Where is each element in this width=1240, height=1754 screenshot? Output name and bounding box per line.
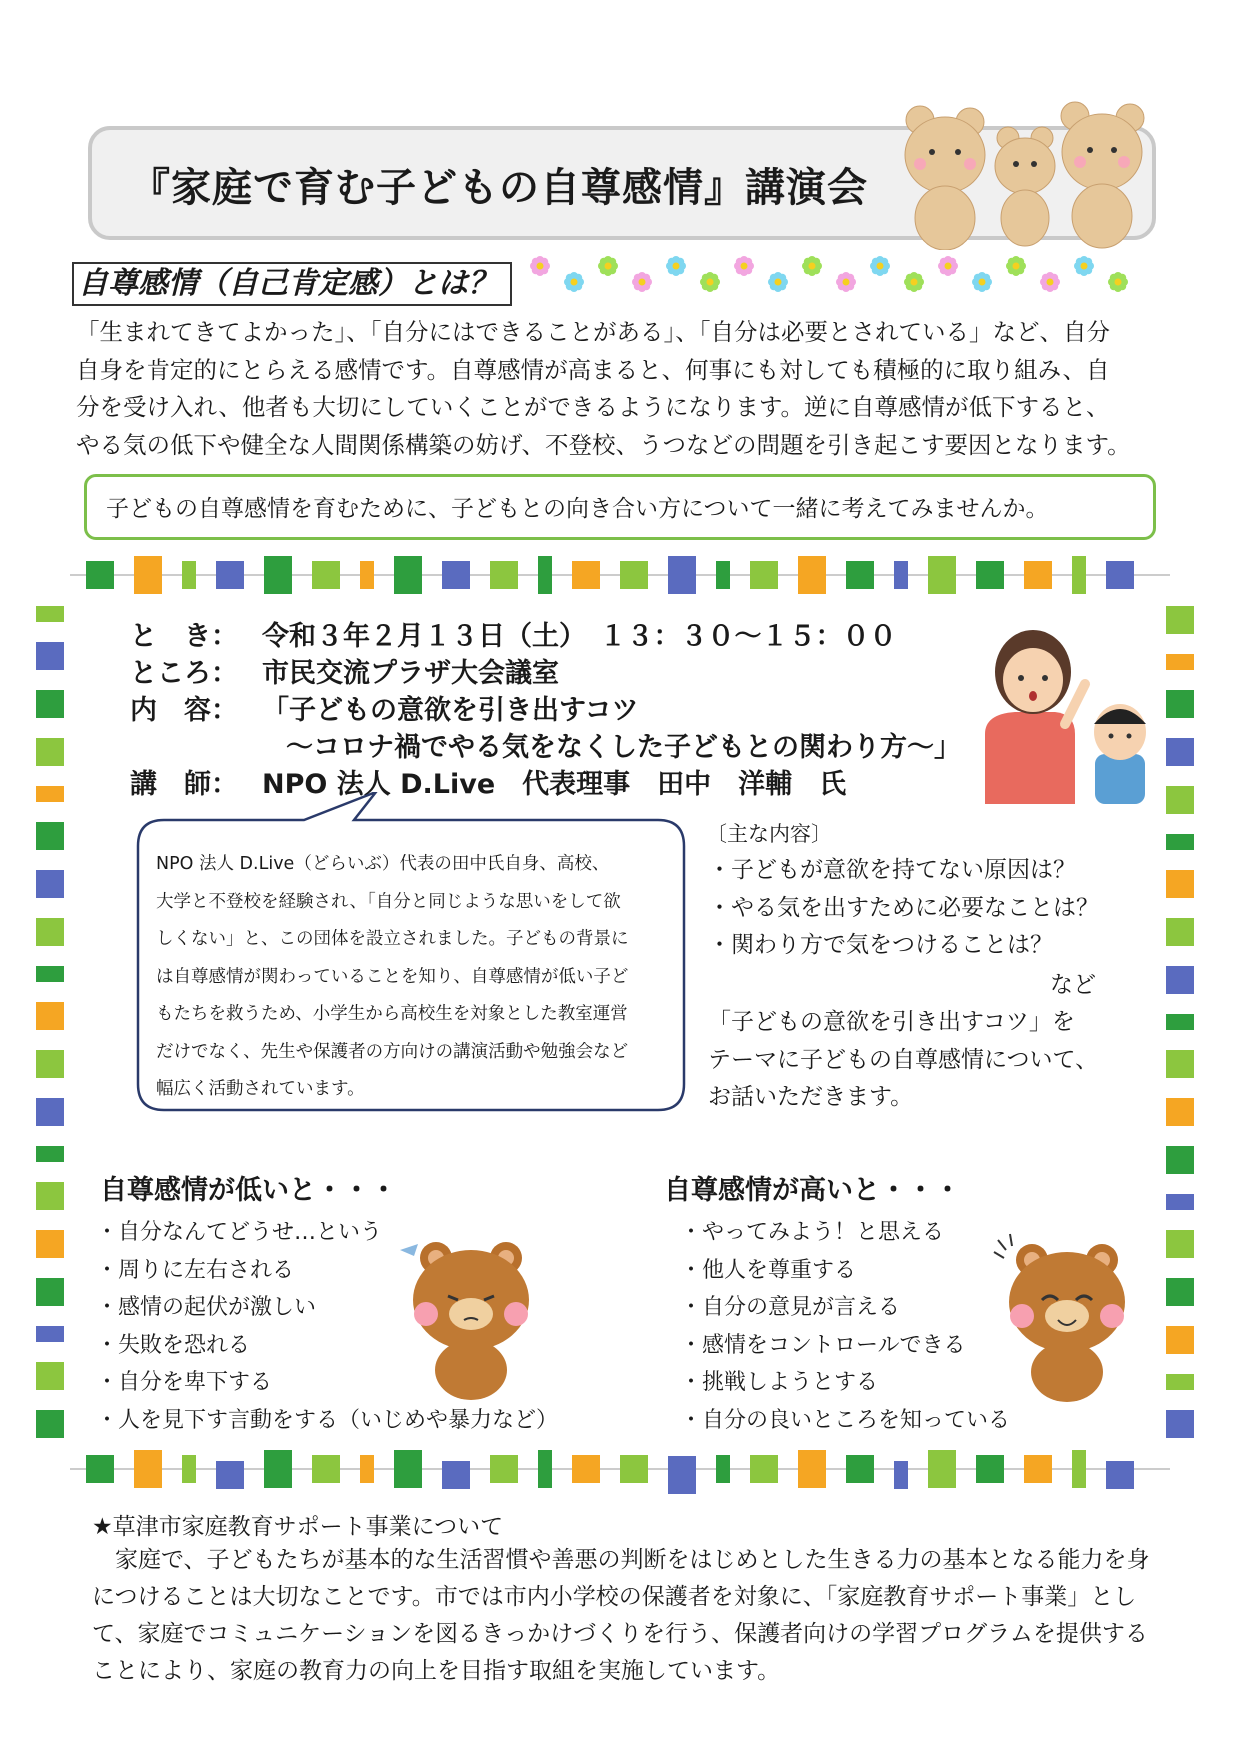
flower-icon xyxy=(673,263,680,270)
deco-square xyxy=(798,1450,826,1488)
flower-icon xyxy=(809,263,816,270)
definition-body xyxy=(76,314,1176,464)
definition-line: やる気の低下や健全な人間関係構築の妨げ、不登校、うつなどの問題を引き起こす要因となります。 xyxy=(76,430,1131,459)
deco-square xyxy=(490,561,518,589)
deco-square xyxy=(572,561,600,589)
happy-bear-illustration xyxy=(992,1232,1142,1402)
list-item: ・やってみよう！と思える xyxy=(680,1220,945,1245)
flower-icon xyxy=(639,279,646,286)
deco-square xyxy=(36,966,64,982)
deco-square xyxy=(36,1230,64,1258)
deco-square xyxy=(216,561,244,589)
deco-square xyxy=(928,1450,956,1488)
deco-square xyxy=(1166,1194,1194,1210)
deco-square xyxy=(668,556,696,594)
definition-line: 自身を肯定的にとらえる感情です。自尊感情が高まると、何事にも対しても積極的に取り組み、自 xyxy=(76,355,1110,384)
main-content-heading: 〔主な内容〕 xyxy=(706,822,832,846)
flower-icon xyxy=(1013,263,1020,270)
deco-square xyxy=(36,1410,64,1438)
deco-square xyxy=(928,556,956,594)
list-item: ・周りに左右される xyxy=(96,1257,295,1283)
flower-icon xyxy=(945,263,952,270)
flower-icon xyxy=(911,279,918,286)
deco-square xyxy=(264,1450,292,1488)
list-item: ・失敗を恐れる xyxy=(96,1332,251,1358)
deco-square xyxy=(1166,918,1194,946)
content-label: 内 容： xyxy=(130,695,238,726)
deco-square xyxy=(1166,870,1194,898)
deco-square xyxy=(620,561,648,589)
flower-decoration xyxy=(530,250,1150,298)
deco-square xyxy=(36,1362,64,1390)
deco-square xyxy=(1166,1050,1194,1078)
deco-border-right xyxy=(1160,600,1200,1440)
deco-square xyxy=(538,1450,552,1488)
profile-line: しくない」と、この団体を設立されました。子どもの背景に xyxy=(156,929,629,949)
list-item: ・感情の起伏が激しい xyxy=(96,1295,317,1320)
deco-square xyxy=(394,1450,422,1488)
support-body: 家庭で、子どもたちが基本的な生活習慣や善悪の判断をはじめとした生きる力の基本となる能力を身につけることは大切なことです。市では市内小学校の保護者を対象に、「家庭教育サポート事業」として、家庭でコミュニケーションを図るきっかけづくりを行う、保護者向けの学習プログラムを提供することにより、家庭の教育力の向上を目指す取組を実施しています。 xyxy=(92,1547,1150,1684)
list-item: ・自分を卑下する xyxy=(96,1370,273,1395)
deco-square xyxy=(1166,1278,1194,1306)
profile-line: NPO 法人 D.Live（どらいぶ）代表の田中氏自身、高校、 xyxy=(156,854,610,874)
deco-square xyxy=(86,561,114,589)
deco-square xyxy=(1166,738,1194,766)
definition-heading: 自尊感情（自己肯定感）とは？ xyxy=(72,262,512,306)
woman-child-illustration xyxy=(955,624,1155,804)
list-item: ・挑戦しようとする xyxy=(680,1370,879,1395)
profile-line: は自尊感情が関わっていることを知り、自尊感情が低い子ど xyxy=(156,966,629,987)
deco-square xyxy=(1072,556,1086,594)
high-self-esteem-heading: 自尊感情が高いと・・・ xyxy=(664,1175,961,1206)
deco-square xyxy=(1106,1461,1134,1489)
deco-square xyxy=(442,1461,470,1489)
profile-line: もたちを救うため、小学生から高校生を対象とした教室運営 xyxy=(156,1004,628,1024)
deco-square xyxy=(620,1455,648,1483)
deco-square xyxy=(36,1326,64,1342)
deco-square xyxy=(1072,1450,1086,1488)
low-self-esteem-heading: 自尊感情が低いと・・・ xyxy=(100,1175,397,1206)
deco-square xyxy=(538,556,552,594)
list-item: ・自分の良いところを知っている xyxy=(680,1407,1011,1433)
deco-square xyxy=(894,1461,908,1489)
profile-line: 幅広く活動されています。 xyxy=(156,1079,365,1099)
deco-square xyxy=(442,561,470,589)
deco-square xyxy=(36,690,64,718)
deco-square xyxy=(1166,690,1194,718)
deco-square xyxy=(716,1455,730,1483)
time-label: と き： xyxy=(130,621,238,652)
support-heading: ★草津市家庭教育サポート事業について xyxy=(92,1514,504,1540)
deco-square xyxy=(976,1455,1004,1483)
deco-square xyxy=(1166,1410,1194,1438)
list-item: ・人を見下す言動をする（いじめや暴力など） xyxy=(96,1407,559,1433)
page-title: 『家庭で育む子どもの自尊感情』講演会 xyxy=(130,165,868,211)
deco-square xyxy=(798,556,826,594)
flower-icon xyxy=(877,263,884,270)
speaker-value: NPO 法人 D.Live 代表理事 田中 洋輔 氏 xyxy=(262,769,847,800)
deco-square xyxy=(1166,1374,1194,1390)
deco-square xyxy=(1106,561,1134,589)
deco-square xyxy=(716,561,730,589)
flower-icon xyxy=(1115,279,1122,286)
deco-square xyxy=(312,561,340,589)
deco-square xyxy=(216,1461,244,1489)
deco-square xyxy=(1166,1326,1194,1354)
deco-square xyxy=(36,1098,64,1126)
speaker-profile xyxy=(156,846,676,1109)
deco-square xyxy=(1166,1098,1194,1126)
deco-square xyxy=(1166,966,1194,994)
deco-square xyxy=(36,786,64,802)
profile-line: だけでなく、先生や保護者の方向けの講演活動や勉強会など xyxy=(156,1041,629,1062)
deco-square xyxy=(1166,834,1194,850)
deco-square xyxy=(134,556,162,594)
flower-icon xyxy=(843,279,850,286)
deco-square xyxy=(264,556,292,594)
deco-square xyxy=(36,1050,64,1078)
place-label: ところ： xyxy=(130,658,238,689)
deco-square xyxy=(1166,606,1194,634)
deco-square xyxy=(750,561,778,589)
list-item: ・感情をコントロールできる xyxy=(680,1332,966,1358)
deco-square xyxy=(36,870,64,898)
definition-line: 「生まれてきてよかった」、「自分にはできることがある」、「自分は必要とされている」など、自分 xyxy=(76,318,1110,346)
deco-border-left xyxy=(30,600,70,1440)
list-item: ・自分の意見が言える xyxy=(680,1295,901,1320)
flower-icon xyxy=(1047,279,1054,286)
flower-icon xyxy=(605,263,612,270)
deco-square xyxy=(1166,1230,1194,1258)
time-value: 令和３年２月１３日（土） １３：３０～１５：００ xyxy=(262,621,897,652)
content-subtitle: ～コロナ禍でやる気をなくした子どもとの関わり方～」 xyxy=(286,732,961,763)
high-self-esteem-list xyxy=(680,1214,1010,1439)
deco-border-bottom xyxy=(70,1444,1170,1494)
deco-square xyxy=(1166,1014,1194,1030)
profile-line: 大学と不登校を経験され、「自分と同じような思いをして欲 xyxy=(156,891,621,912)
deco-square xyxy=(36,606,64,622)
deco-square xyxy=(36,1182,64,1210)
deco-square xyxy=(572,1455,600,1483)
deco-square xyxy=(360,561,374,589)
deco-square xyxy=(668,1456,696,1494)
deco-square xyxy=(360,1455,374,1483)
list-item: ・自分なんてどうせ…という xyxy=(96,1220,383,1245)
deco-square xyxy=(36,822,64,850)
deco-square xyxy=(312,1455,340,1483)
bears-illustration xyxy=(890,100,1160,250)
flower-icon xyxy=(707,279,714,286)
deco-square xyxy=(36,642,64,670)
deco-square xyxy=(182,1455,196,1483)
deco-square xyxy=(490,1455,518,1483)
description-line: テーマに子どもの自尊感情について、 xyxy=(708,1046,1099,1073)
invite-text: 子どもの自尊感情を育むために、子どもとの向き合い方について一緒に考えてみませんか。 xyxy=(106,496,1049,522)
list-item: ・やる気を出すために必要なことは？ xyxy=(708,894,1099,921)
deco-square xyxy=(394,556,422,594)
deco-square xyxy=(36,918,64,946)
deco-square xyxy=(1166,1146,1194,1174)
deco-square xyxy=(894,561,908,589)
deco-square xyxy=(1024,561,1052,589)
description-line: 「子どもの意欲を引き出すコツ」を xyxy=(708,1009,1075,1035)
main-content-etc: など xyxy=(1050,972,1096,998)
main-content-description xyxy=(708,1004,1098,1117)
content-value: 「子どもの意欲を引き出すコツ xyxy=(262,695,639,726)
flower-icon xyxy=(979,279,986,286)
deco-square xyxy=(36,1002,64,1030)
list-item: ・他人を尊重する xyxy=(680,1257,857,1283)
deco-square xyxy=(846,561,874,589)
deco-square xyxy=(846,1455,874,1483)
sad-bear-illustration xyxy=(396,1230,546,1400)
flower-icon xyxy=(741,263,748,270)
deco-square xyxy=(750,1455,778,1483)
flower-icon xyxy=(571,279,578,286)
speaker-label: 講 師： xyxy=(130,769,238,800)
deco-square xyxy=(36,738,64,766)
deco-square xyxy=(86,1455,114,1483)
deco-square xyxy=(182,561,196,589)
flower-icon xyxy=(775,279,782,286)
deco-square xyxy=(134,1450,162,1488)
main-content-list xyxy=(708,852,1099,965)
definition-line: 分を受け入れ、他者も大切にしていくことができるようになります。逆に自尊感情が低下すると、 xyxy=(76,393,1110,421)
flower-icon xyxy=(537,263,544,270)
flower-icon xyxy=(1081,263,1088,270)
deco-square xyxy=(36,1146,64,1162)
deco-square xyxy=(1166,786,1194,814)
list-item: ・子どもが意欲を持てない原因は？ xyxy=(708,857,1076,883)
description-line: お話いただきます。 xyxy=(708,1084,914,1110)
list-item: ・関わり方で気をつけることは？ xyxy=(708,932,1053,958)
deco-square xyxy=(1166,654,1194,670)
deco-square xyxy=(1024,1455,1052,1483)
deco-square xyxy=(976,561,1004,589)
place-value: 市民交流プラザ大会議室 xyxy=(262,658,559,689)
deco-border-top xyxy=(70,550,1170,600)
deco-square xyxy=(36,1278,64,1306)
